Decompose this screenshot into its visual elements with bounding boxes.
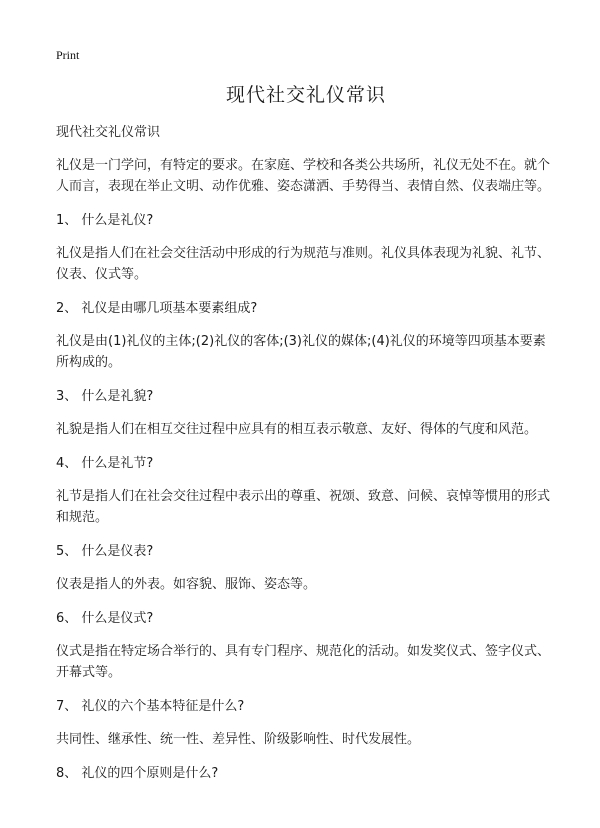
document-page xyxy=(56,44,556,784)
section-1 xyxy=(56,211,556,285)
section-4 xyxy=(56,454,556,528)
answer-paragraph: 礼节是指人们在社会交往过程中表示出的尊重、祝颂、致意、问候、哀悼等惯用的形式和规范。 xyxy=(56,489,551,525)
section-5 xyxy=(56,542,556,595)
answer-paragraph: 仪表是指人的外表。如容貌、服饰、姿态等。 xyxy=(56,577,317,592)
answer-paragraph: 仪式是指在特定场合举行的、具有专门程序、规范化的活动。如发奖仪式、签字仪式、开幕式等。 xyxy=(56,644,551,680)
print-link[interactable]: Print xyxy=(56,48,80,62)
question-heading: 5、 什么是仪表? xyxy=(56,544,154,559)
question-heading: 2、 礼仪是由哪几项基本要素组成? xyxy=(56,301,258,316)
section-2 xyxy=(56,299,556,373)
section-7 xyxy=(56,697,556,750)
question-heading: 1、 什么是礼仪? xyxy=(56,213,154,228)
section-6 xyxy=(56,609,556,683)
question-heading: 8、 礼仪的四个原则是什么? xyxy=(56,766,219,781)
question-heading: 3、 什么是礼貌? xyxy=(56,389,154,404)
question-heading: 6、 什么是仪式? xyxy=(56,611,154,626)
question-heading: 7、 礼仪的六个基本特征是什么? xyxy=(56,699,245,714)
document-title: 现代社交礼仪常识 xyxy=(225,84,386,106)
section-8 xyxy=(56,764,556,784)
intro-paragraph: 礼仪是一门学问，有特定的要求。在家庭、学校和各类公共场所，礼仪无处不在。就个人而言，表现在举止文明、动作优雅、姿态潇洒、手势得当、表情自然、仪表端庄等。 xyxy=(56,158,551,194)
answer-paragraph: 礼貌是指人们在相互交往过程中应具有的相互表示敬意、友好、得体的气度和风范。 xyxy=(56,422,538,437)
document-subtitle: 现代社交礼仪常识 xyxy=(56,125,161,140)
answer-paragraph: 共同性、继承性、统一性、差异性、阶级影响性、时代发展性。 xyxy=(56,732,421,747)
section-3 xyxy=(56,387,556,440)
answer-paragraph: 礼仪是指人们在社会交往活动中形成的行为规范与准则。礼仪具体表现为礼貌、礼节、仪表、仪式等。 xyxy=(56,246,551,282)
answer-paragraph: 礼仪是由(1)礼仪的主体;(2)礼仪的客体;(3)礼仪的媒体;(4)礼仪的环境等四项基本要素所构成的。 xyxy=(56,334,546,370)
question-heading: 4、 什么是礼节? xyxy=(56,456,154,471)
